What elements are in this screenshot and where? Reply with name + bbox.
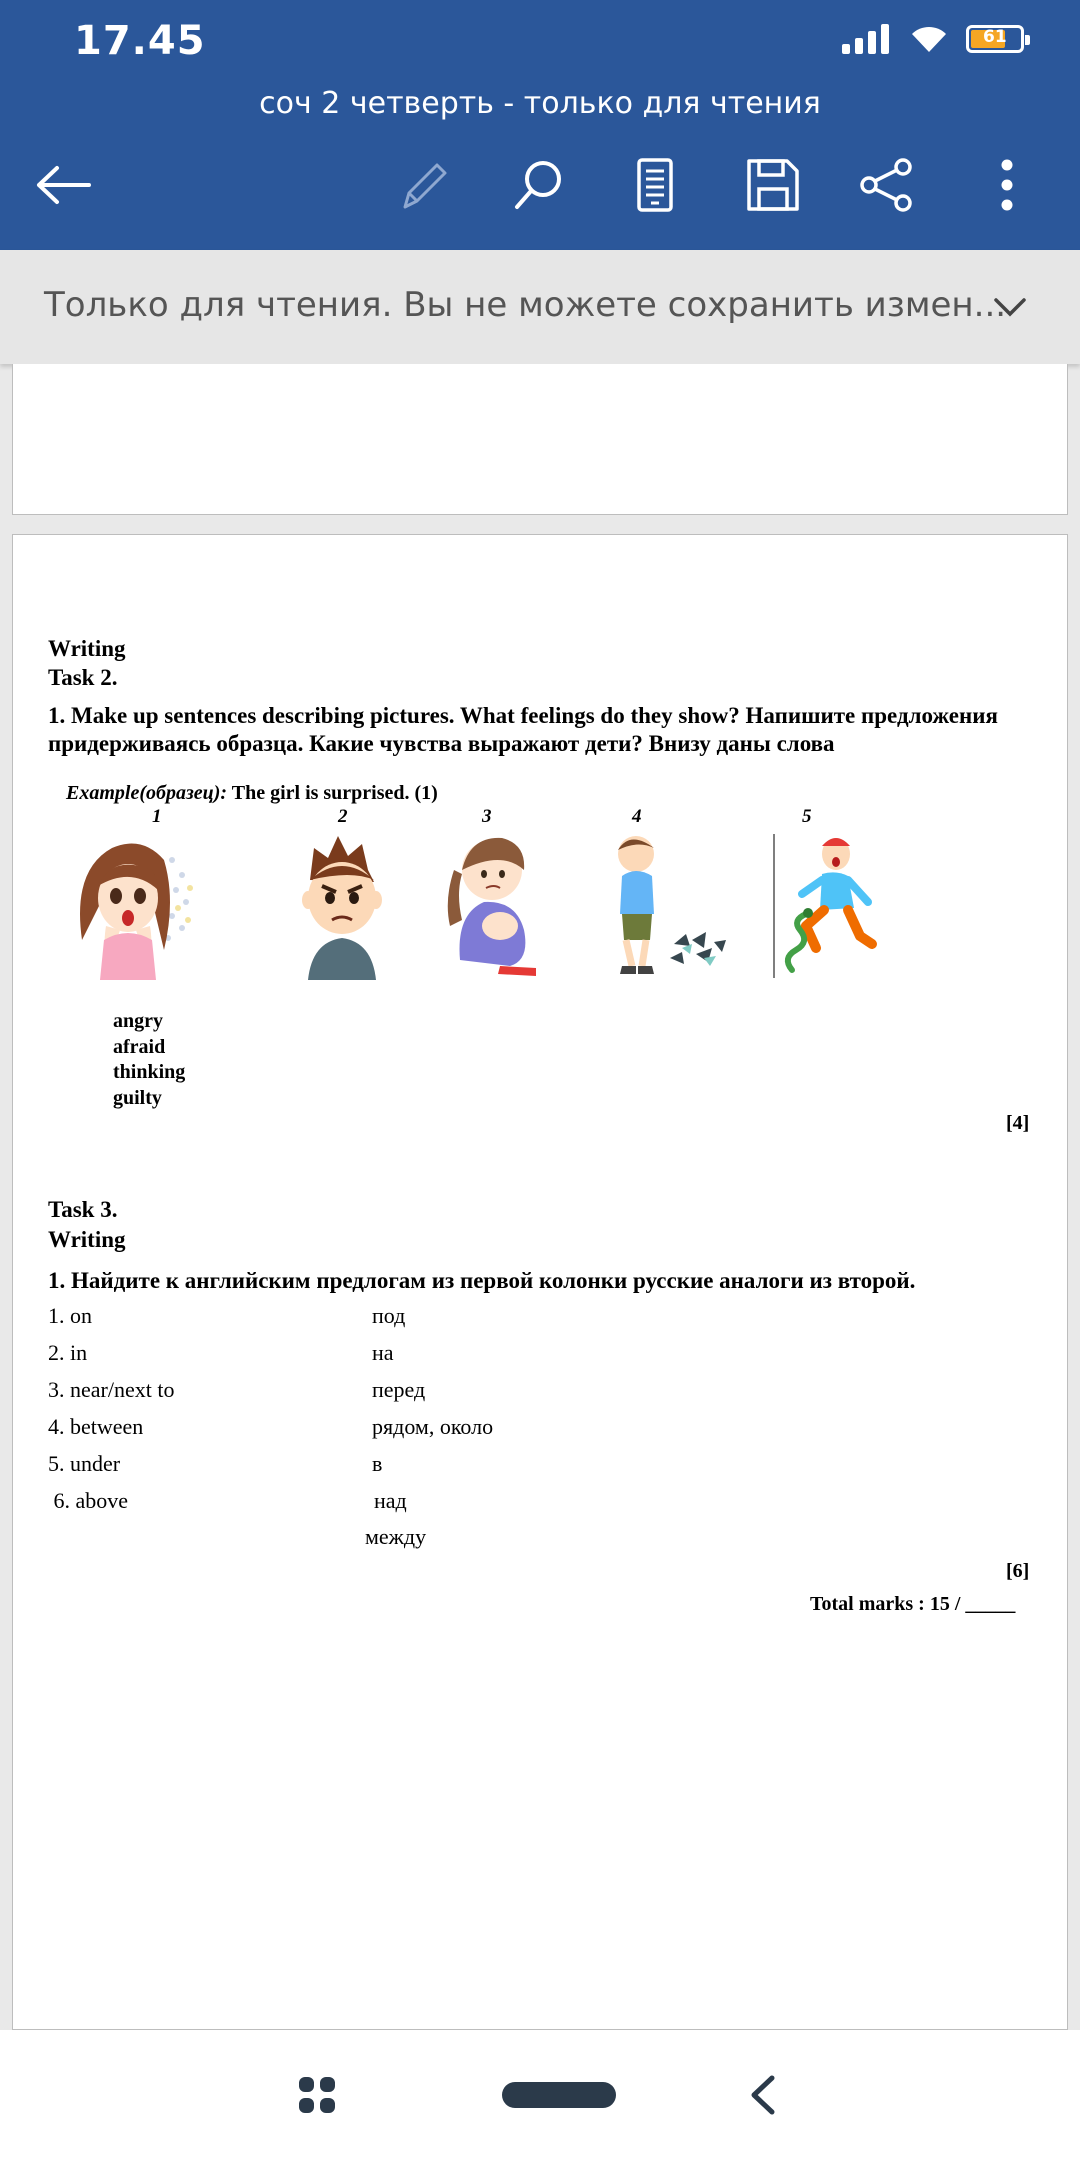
- edit-button[interactable]: [388, 150, 458, 220]
- russian-2: на: [372, 1340, 394, 1365]
- more-options-button[interactable]: [972, 150, 1042, 220]
- chevron-down-icon[interactable]: [990, 286, 1030, 326]
- preposition-2: 2. in: [48, 1340, 88, 1365]
- preposition-3: 3. near/next to: [48, 1377, 175, 1402]
- banner-text: Только для чтения. Вы не можете сохранить измен...: [44, 285, 1007, 325]
- system-nav-bar: [0, 2030, 1080, 2160]
- picture-number-3: 3: [482, 806, 492, 827]
- status-icons: [842, 24, 1024, 54]
- preposition-5: 5. under: [48, 1451, 121, 1476]
- save-icon: [745, 157, 801, 213]
- picture-guilty-boy: [608, 830, 738, 980]
- read-only-banner[interactable]: [0, 250, 1080, 364]
- search-icon: [511, 157, 567, 213]
- task3-instruction: 1. Найдите к английским предлогам из первой колонки русские аналоги из второй.: [48, 1268, 916, 1293]
- app-bar: [0, 0, 1080, 250]
- task2-heading-writing: Writing: [48, 636, 126, 661]
- back-chevron-icon[interactable]: [748, 2074, 778, 2116]
- pencil-icon: [395, 157, 451, 213]
- picture-number-4: 4: [632, 806, 642, 827]
- battery-icon: [966, 25, 1024, 53]
- russian-1: под: [372, 1303, 406, 1328]
- russian-6: над: [374, 1488, 407, 1513]
- word-afraid: afraid: [113, 1036, 166, 1058]
- task3-heading-task: Task 3.: [48, 1197, 118, 1222]
- document-title: соч 2 четверть - только для чтения: [259, 86, 821, 121]
- russian-7: между: [365, 1524, 427, 1549]
- back-button[interactable]: [28, 150, 98, 220]
- search-button[interactable]: [504, 150, 574, 220]
- task2-marks: [4]: [1006, 1112, 1030, 1134]
- mobile-view-icon: [635, 157, 675, 213]
- status-time: 17.45: [74, 18, 206, 64]
- preposition-1: 1. on: [48, 1303, 92, 1328]
- battery-level: 61: [983, 27, 1007, 47]
- document-page-previous: [12, 364, 1068, 515]
- word-guilty: guilty: [113, 1087, 162, 1109]
- russian-5: в: [372, 1451, 383, 1476]
- signal-icon: [842, 24, 892, 54]
- picture-angry-boy: [292, 830, 392, 980]
- task2-example: [66, 782, 438, 805]
- picture-afraid-man: [772, 830, 882, 980]
- example-label: Example(образец):: [66, 782, 228, 804]
- wifi-icon: [910, 24, 948, 54]
- russian-4: рядом, около: [372, 1414, 494, 1439]
- home-pill-icon[interactable]: [502, 2082, 616, 2108]
- task2-instruction: 1. Make up sentences describing pictures. What feelings do they show? Напишите предложения придерживаясь образца. Какие чувства выражают дети? Внизу даны слова: [48, 703, 998, 756]
- preposition-6: 6. above: [48, 1488, 129, 1513]
- picture-number-2: 2: [338, 806, 348, 827]
- russian-3: перед: [372, 1377, 426, 1402]
- word-thinking: thinking: [113, 1061, 186, 1083]
- mobile-view-button[interactable]: [620, 150, 690, 220]
- share-icon: [859, 157, 915, 213]
- picture-thinking-girl: [440, 830, 550, 980]
- more-icon: [997, 157, 1017, 213]
- preposition-4: 4. between: [48, 1414, 144, 1439]
- back-arrow-icon: [35, 165, 91, 205]
- example-text: The girl is surprised. (1): [227, 782, 438, 804]
- word-angry: angry: [113, 1010, 163, 1032]
- task3-marks: [6]: [1006, 1560, 1030, 1582]
- picture-number-5: 5: [802, 806, 812, 827]
- apps-icon[interactable]: [298, 2076, 336, 2114]
- picture-number-1: 1: [152, 806, 162, 827]
- task3-heading-writing: Writing: [48, 1227, 126, 1252]
- task2-heading-task: Task 2.: [48, 665, 118, 690]
- share-button[interactable]: [852, 150, 922, 220]
- save-button[interactable]: [738, 150, 808, 220]
- total-marks: Total marks : 15 / _____: [810, 1593, 1016, 1615]
- picture-surprised-girl: [72, 830, 202, 980]
